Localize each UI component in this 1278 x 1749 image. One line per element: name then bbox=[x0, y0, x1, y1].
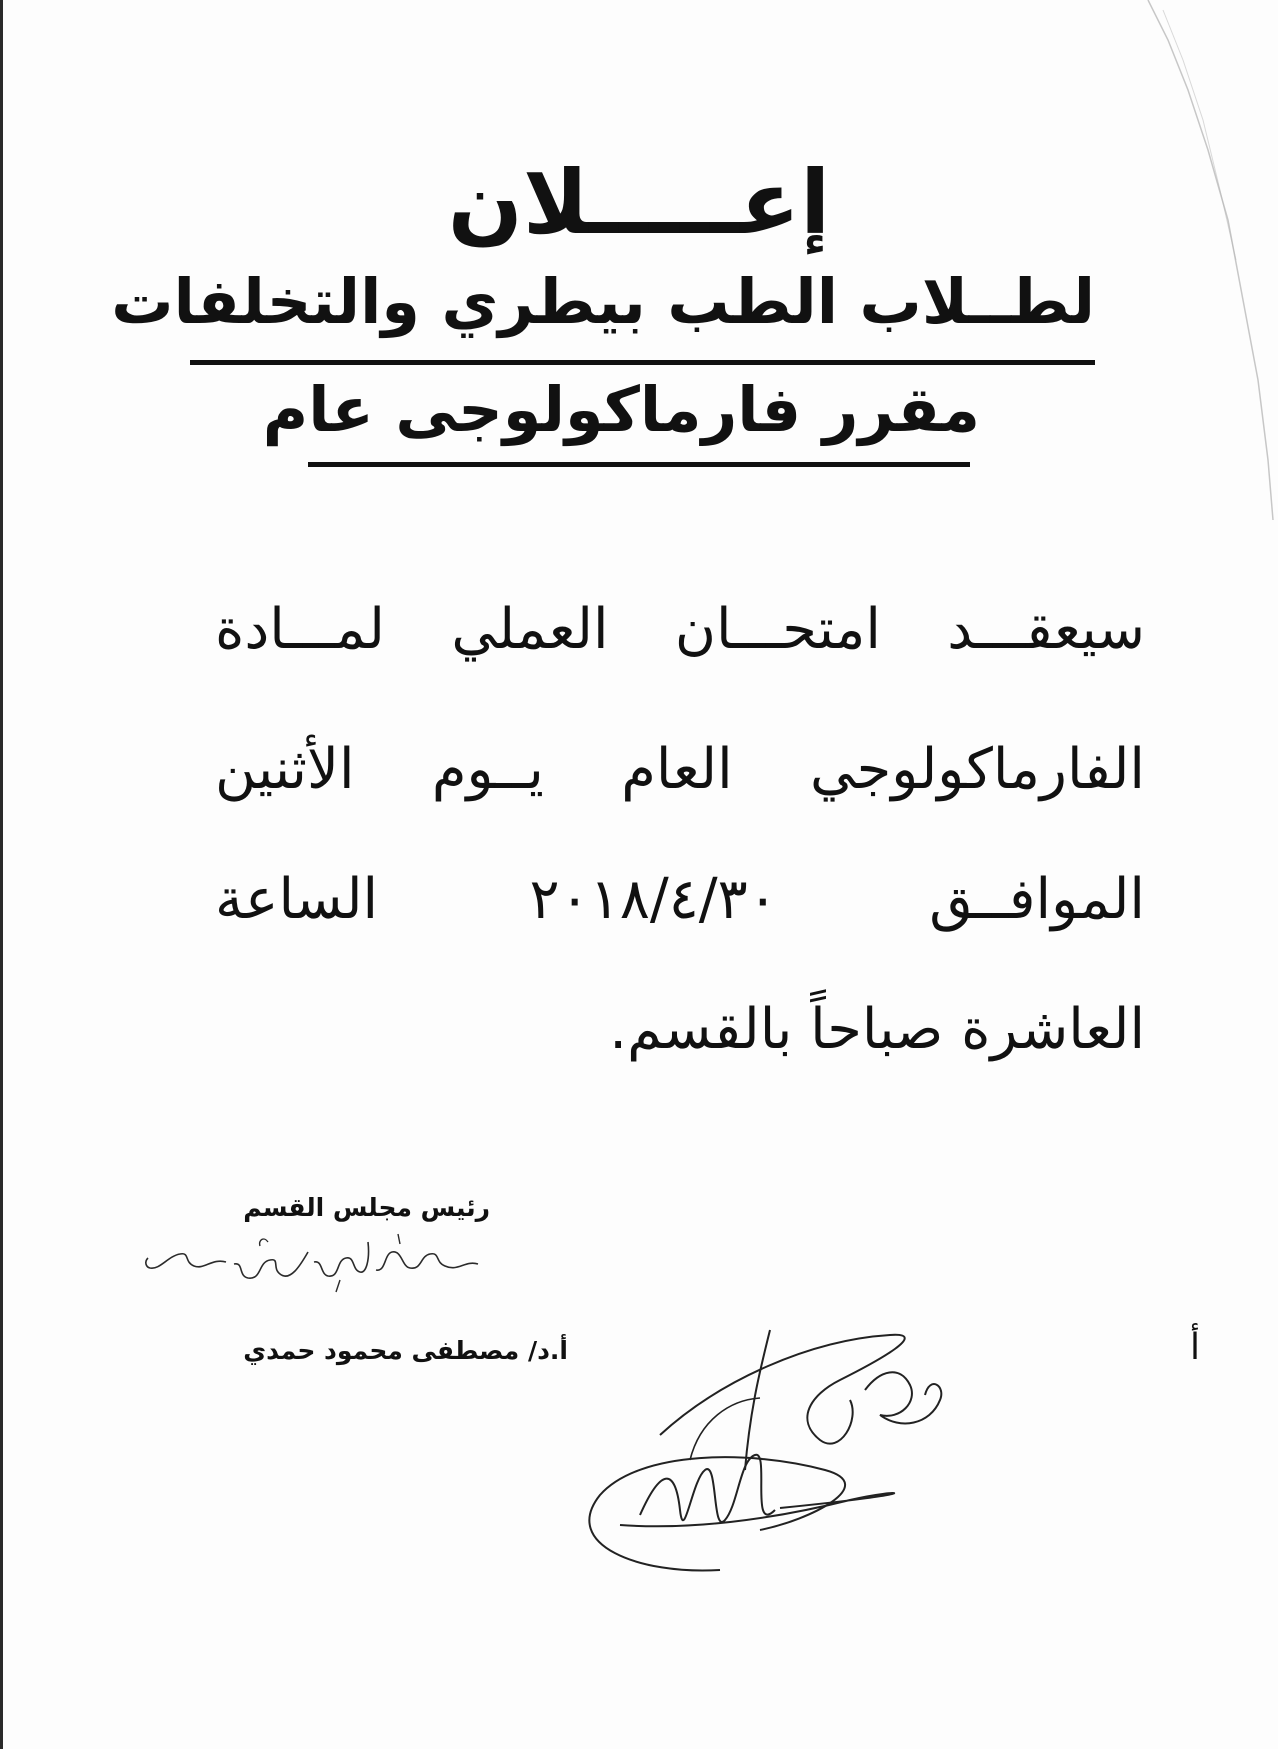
signatory-title: رئيس مجلس القسم bbox=[243, 1193, 490, 1222]
subtitle-underline-2 bbox=[308, 462, 970, 467]
body-text-line-1: سيعقـــد امتحـــان العملي لمـــادة bbox=[215, 597, 1145, 662]
handwritten-name bbox=[140, 1222, 490, 1312]
signature-scribble bbox=[580, 1320, 1000, 1600]
signatory-name: أ.د/ مصطفى محمود حمدي bbox=[243, 1336, 568, 1365]
announcement-subtitle-students: لطــلاب الطب بيطري والتخلفات bbox=[111, 265, 1095, 338]
announcement-subtitle-course: مقرر فارماكولوجى عام bbox=[262, 373, 980, 446]
announcement-title: إعـــــلان bbox=[447, 151, 831, 254]
scan-shadow-corner bbox=[1108, 0, 1278, 520]
body-text-line-3: الموافــق ٢٠١٨/٤/٣٠ الساعة bbox=[215, 867, 1145, 932]
body-text-line-2: الفارماكولوجي العام يــوم الأثنين bbox=[215, 737, 1145, 802]
body-text-line-4: العاشرة صباحاً بالقسم. bbox=[609, 997, 1145, 1062]
right-margin-mark: أ bbox=[1189, 1327, 1200, 1368]
scan-left-edge bbox=[0, 0, 3, 1749]
subtitle-underline-1 bbox=[190, 360, 1095, 365]
